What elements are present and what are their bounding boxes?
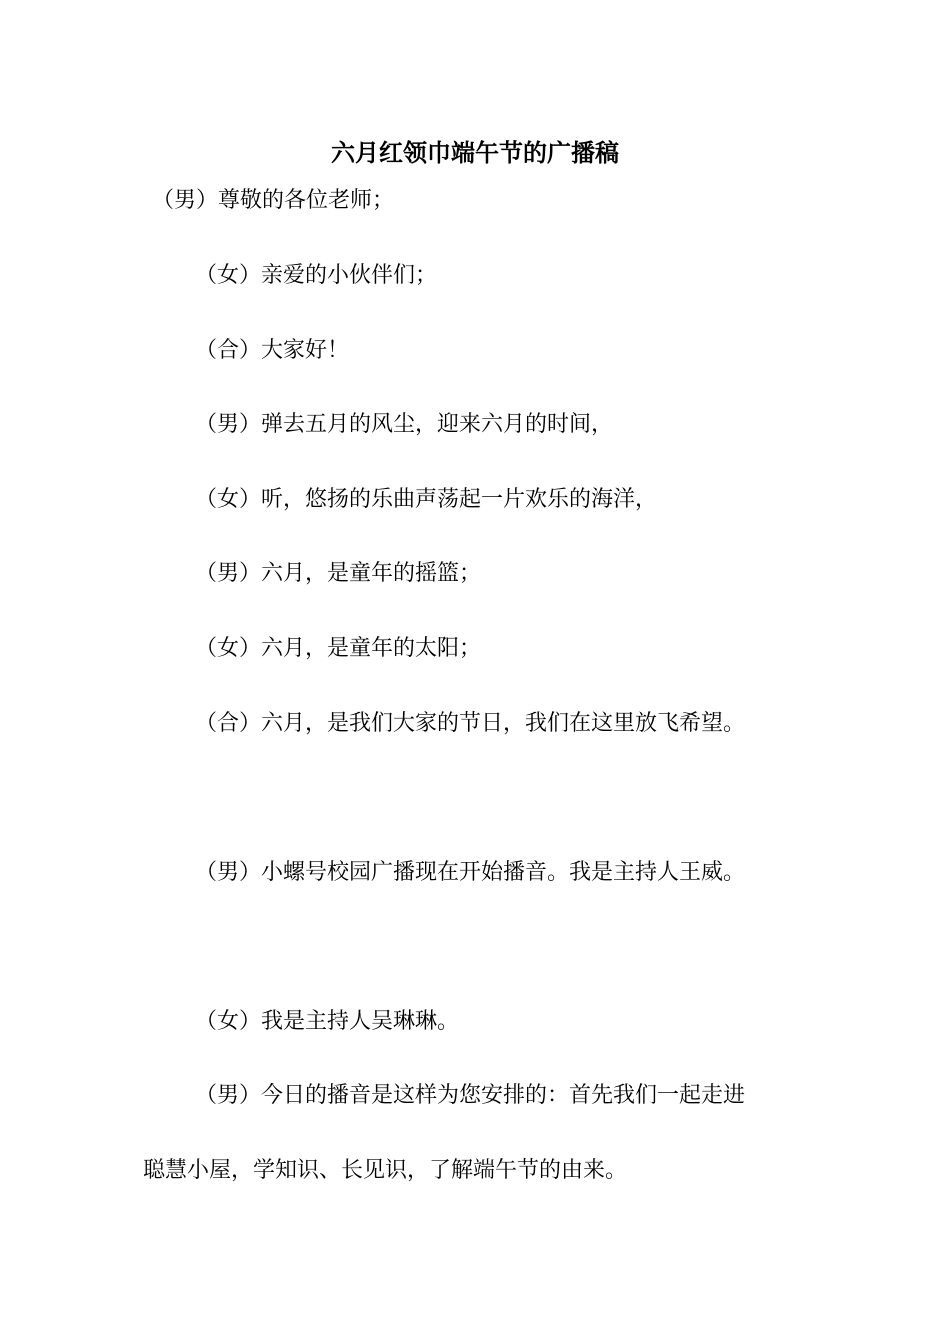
script-line: （女）六月，是童年的太阳； [195,636,482,661]
script-line: （男）小螺号校园广播现在开始播音。我是主持人王威。 [195,860,746,885]
script-line: （男）弹去五月的风尘，迎来六月的时间， [195,412,614,437]
script-line: （女）听，悠扬的乐曲声荡起一片欢乐的海洋， [195,487,658,512]
script-line: 聪慧小屋，学知识、长见识，了解端午节的由来。 [143,1158,628,1183]
script-line: （合）大家好！ [195,338,350,363]
script-line: （女）我是主持人吴琳琳。 [195,1009,460,1034]
script-line: （男）六月，是童年的摇篮； [195,561,482,586]
script-line: （男）尊敬的各位老师； [152,188,395,213]
script-line: （女）亲爱的小伙伴们； [195,263,438,288]
script-line: （合）六月，是我们大家的节日，我们在这里放飞希望。 [195,711,746,736]
document-title: 六月红领巾端午节的广播稿 [331,138,619,167]
script-line: （男）今日的播音是这样为您安排的：首先我们一起走进 [195,1083,746,1108]
